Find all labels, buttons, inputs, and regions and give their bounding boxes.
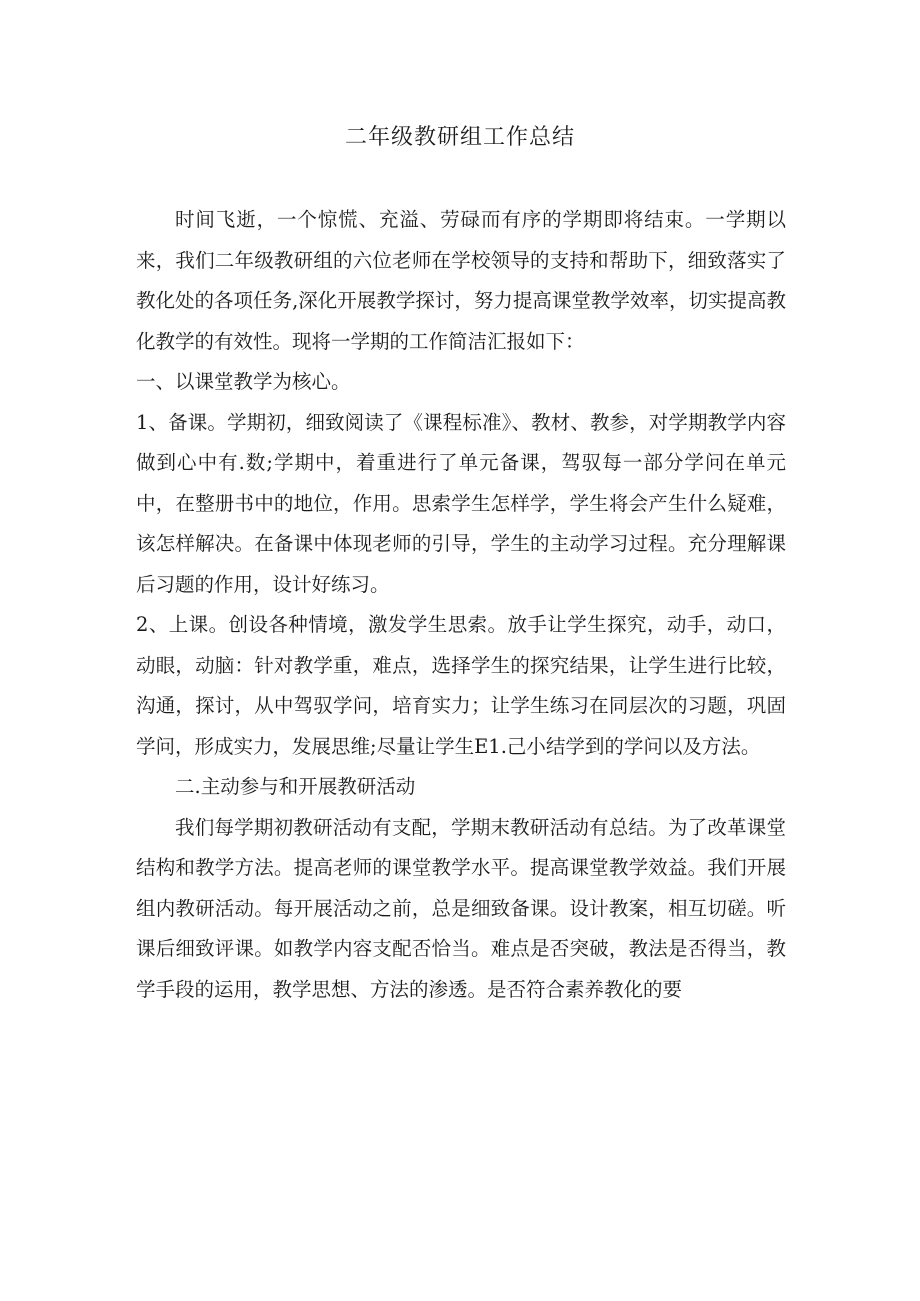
research-paragraph: 我们每学期初教研活动有支配，学期末教研活动有总结。为了改革课堂结构和教学方法。提高老师的课堂教学水平。提高课堂教学效益。我们开展组内教研活动。每开展活动之前，总是细致备课。设计教案，相互切磋。听课后细致评课。如教学内容支配否恰当。难点是否突破，教法是否得当，教学手段的运用，教学思想、方法的渗透。是否符合素养教化的要 <box>136 815 786 1001</box>
document-title: 二年级教研组工作总结 <box>344 125 575 150</box>
document-body <box>136 200 786 1010</box>
lesson-prep-paragraph: 1、备课。学期初，细致阅读了《课程标准》、教材、教参，对学期教学内容做到心中有.数;学期中，着重进行了单元备课，驾驭每一部分学问在单元中，在整册书中的地位，作用。思索学生怎样学，学生将会产生什么疑难，该怎样解决。在备课中体现老师的引导，学生的主动学习过程。充分理解课后习题的作用，设计好练习。 <box>136 410 786 596</box>
section-heading-1: 一、以课堂教学为核心。 <box>136 370 351 393</box>
section-heading-2: 二.主动参与和开展教研活动 <box>175 775 416 798</box>
teaching-paragraph: 2、上课。创设各种情境，激发学生思索。放手让学生探究，动手，动口，动眼，动脑：针对教学重，难点，选择学生的探究结果，让学生进行比较，沟通，探讨，从中驾驭学问，培育实力；让学生练习在同层次的习题，巩固学问，形成实力，发展思维;尽量让学生E1.己小结学到的学问以及方法。 <box>136 613 786 758</box>
intro-paragraph: 时间飞逝，一个惊慌、充溢、劳碌而有序的学期即将结束。一学期以来，我们二年级教研组的六位老师在学校领导的支持和帮助下，细致落实了教化处的各项任务,深化开展教学探讨，努力提高课堂教学效率，切实提高教化教学的有效性。现将一学期的工作简洁汇报如下： <box>136 208 786 353</box>
